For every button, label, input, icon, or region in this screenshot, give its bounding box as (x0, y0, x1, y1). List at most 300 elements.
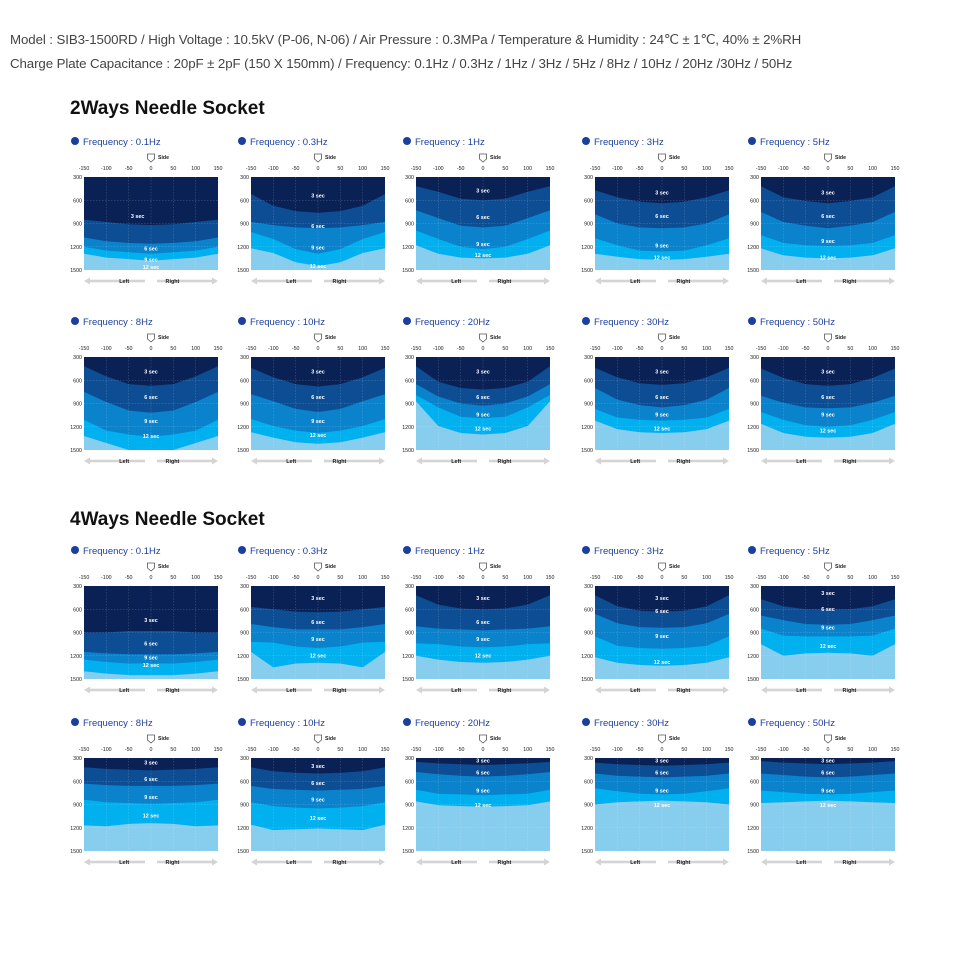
y-tick-label: 1500 (581, 849, 593, 855)
y-tick-label: 900 (73, 221, 82, 228)
x-tick-label: -150 (589, 346, 601, 352)
x-tick-label: -100 (778, 166, 789, 172)
chart-heading: Frequency : 8Hz (83, 317, 153, 328)
chart-heading: Frequency : 3Hz (594, 137, 664, 148)
x-tick-label: 0 (149, 346, 153, 352)
side-label: Side (835, 564, 846, 570)
y-tick-label: 900 (405, 401, 414, 408)
side-marker-icon (148, 563, 155, 571)
side-marker-icon (480, 334, 487, 342)
x-tick-label: 150 (545, 747, 555, 753)
x-tick-label: 100 (523, 747, 533, 753)
left-arrow-icon (88, 460, 145, 463)
y-tick-label: 1500 (402, 448, 414, 454)
series-label-6-sec: 6 sec (311, 224, 325, 231)
x-tick-label: 100 (191, 747, 201, 753)
left-arrow-icon (255, 861, 312, 864)
series-label-9-sec: 9 sec (655, 243, 669, 250)
side-label: Side (325, 155, 336, 161)
x-tick-label: -150 (755, 346, 767, 352)
series-label-12-sec: 12 sec (142, 433, 160, 440)
y-tick-label: 300 (405, 175, 414, 181)
heading-dot-icon (403, 546, 411, 554)
x-tick-label: -150 (78, 747, 90, 753)
chart-panel-s1-8 (579, 715, 744, 875)
y-tick-label: 600 (240, 198, 249, 205)
y-tick-label: 1500 (237, 677, 249, 683)
x-tick-label: 150 (724, 346, 734, 352)
y-tick-label: 300 (405, 355, 414, 361)
x-label-right: Right (676, 860, 691, 866)
chart-heading: Frequency : 0.1Hz (83, 137, 161, 148)
x-tick-label: 0 (149, 747, 153, 753)
y-tick-label: 1200 (237, 244, 249, 251)
heading-dot-icon (403, 718, 411, 726)
y-tick-label: 300 (73, 175, 82, 181)
heading-dot-icon (71, 137, 79, 145)
x-tick-label: 50 (681, 346, 688, 352)
series-label-9-sec: 9 sec (144, 794, 158, 801)
y-tick-label: 600 (584, 378, 593, 385)
x-tick-label: 100 (523, 166, 533, 172)
y-tick-label: 900 (750, 630, 759, 637)
series-label-3-sec: 3 sec (655, 758, 669, 765)
series-label-9-sec: 9 sec (655, 788, 669, 795)
x-tick-label: 50 (847, 747, 854, 753)
side-marker-icon (825, 334, 832, 342)
y-tick-label: 900 (73, 630, 82, 637)
series-label-12-sec: 12 sec (653, 660, 671, 667)
x-label-left: Left (796, 459, 807, 465)
heading-dot-icon (748, 718, 756, 726)
x-tick-label: -150 (755, 575, 767, 581)
x-label-left: Left (796, 279, 807, 285)
heading-dot-icon (403, 317, 411, 325)
x-tick-label: 0 (316, 346, 320, 352)
x-tick-label: 100 (358, 575, 368, 581)
x-tick-label: 50 (502, 747, 509, 753)
x-tick-label: -150 (410, 575, 422, 581)
x-tick-label: 50 (170, 575, 177, 581)
side-label: Side (325, 736, 336, 742)
x-label-right: Right (497, 279, 512, 285)
y-tick-label: 600 (584, 779, 593, 786)
y-tick-label: 1200 (747, 424, 759, 431)
x-tick-label: 0 (660, 166, 664, 172)
heading-dot-icon (238, 317, 246, 325)
x-label-left: Left (119, 860, 130, 866)
left-arrow-head-icon (251, 278, 257, 285)
x-tick-label: -50 (456, 166, 465, 172)
x-label-left: Left (451, 688, 462, 694)
side-label: Side (490, 155, 501, 161)
y-tick-label: 300 (750, 584, 759, 590)
x-label-left: Left (630, 688, 641, 694)
x-label-left: Left (119, 688, 130, 694)
y-tick-label: 1500 (747, 849, 759, 855)
side-marker-icon (315, 735, 322, 743)
left-arrow-icon (765, 460, 822, 463)
x-label-left: Left (286, 459, 297, 465)
y-tick-label: 1500 (237, 448, 249, 454)
x-tick-label: 100 (358, 166, 368, 172)
y-tick-label: 1200 (402, 244, 414, 251)
x-tick-label: -150 (78, 346, 90, 352)
right-arrow-head-icon (379, 687, 385, 694)
side-label: Side (325, 335, 336, 341)
left-arrow-head-icon (416, 859, 422, 866)
series-label-6-sec: 6 sec (821, 394, 835, 401)
x-tick-label: -100 (433, 346, 444, 352)
left-arrow-head-icon (251, 458, 257, 465)
side-label: Side (490, 736, 501, 742)
series-label-12-sec: 12 sec (653, 255, 671, 262)
chart-heading: Frequency : 1Hz (415, 137, 485, 148)
side-label: Side (158, 335, 169, 341)
side-marker-icon (315, 563, 322, 571)
heading-dot-icon (748, 546, 756, 554)
x-tick-label: 150 (890, 747, 900, 753)
y-tick-label: 600 (240, 378, 249, 385)
series-label-3-sec: 3 sec (144, 369, 158, 376)
chart-panel-s0-5 (68, 314, 233, 474)
series-label-3-sec: 3 sec (476, 595, 490, 602)
right-arrow-head-icon (889, 458, 895, 465)
x-tick-label: 50 (681, 166, 688, 172)
series-label-6-sec: 6 sec (476, 394, 490, 401)
x-tick-label: -150 (245, 747, 257, 753)
left-arrow-icon (88, 280, 145, 283)
side-marker-icon (480, 563, 487, 571)
x-tick-label: 150 (213, 747, 223, 753)
y-tick-label: 300 (584, 355, 593, 361)
series-label-12-sec: 12 sec (474, 653, 492, 660)
y-tick-label: 900 (405, 802, 414, 809)
left-arrow-icon (88, 861, 145, 864)
series-label-6-sec: 6 sec (144, 394, 158, 401)
series-label-12-sec: 12 sec (474, 252, 492, 259)
heading-dot-icon (71, 317, 79, 325)
x-tick-label: 0 (316, 166, 320, 172)
x-tick-label: -100 (433, 166, 444, 172)
y-tick-label: 1200 (70, 424, 82, 431)
y-tick-label: 1500 (70, 448, 82, 454)
x-label-left: Left (286, 279, 297, 285)
y-tick-label: 300 (73, 584, 82, 590)
y-tick-label: 1500 (581, 677, 593, 683)
y-tick-label: 600 (750, 198, 759, 205)
x-label-left: Left (286, 860, 297, 866)
y-tick-label: 600 (73, 198, 82, 205)
right-arrow-head-icon (889, 859, 895, 866)
left-arrow-head-icon (595, 687, 601, 694)
right-arrow-head-icon (544, 458, 550, 465)
series-label-12-sec: 12 sec (474, 803, 492, 810)
x-label-right: Right (842, 688, 857, 694)
x-tick-label: -150 (410, 166, 422, 172)
x-tick-label: -100 (778, 575, 789, 581)
right-arrow-head-icon (379, 458, 385, 465)
y-tick-label: 600 (405, 378, 414, 385)
y-tick-label: 600 (73, 607, 82, 614)
x-tick-label: 0 (826, 346, 830, 352)
series-label-9-sec: 9 sec (144, 257, 158, 264)
y-tick-label: 300 (584, 175, 593, 181)
series-label-6-sec: 6 sec (476, 214, 490, 221)
x-tick-label: 0 (660, 575, 664, 581)
x-tick-label: -100 (612, 747, 623, 753)
series-label-6-sec: 6 sec (655, 608, 669, 615)
x-label-right: Right (842, 860, 857, 866)
series-label-12-sec: 12 sec (309, 653, 327, 660)
chart-panel-s0-7 (400, 314, 565, 474)
y-tick-label: 1200 (581, 825, 593, 832)
y-tick-label: 300 (240, 175, 249, 181)
series-label-9-sec: 9 sec (821, 625, 835, 632)
right-arrow-head-icon (212, 458, 218, 465)
x-label-left: Left (630, 459, 641, 465)
x-tick-label: 50 (681, 575, 688, 581)
left-arrow-head-icon (84, 458, 90, 465)
series-label-6-sec: 6 sec (476, 620, 490, 627)
x-tick-label: -100 (268, 575, 279, 581)
x-tick-label: 50 (681, 747, 688, 753)
right-arrow-head-icon (379, 859, 385, 866)
left-arrow-head-icon (761, 458, 767, 465)
series-label-3-sec: 3 sec (476, 369, 490, 376)
series-label-9-sec: 9 sec (311, 797, 325, 804)
right-arrow-head-icon (544, 278, 550, 285)
series-label-3-sec: 3 sec (311, 193, 325, 200)
x-tick-label: 150 (724, 166, 734, 172)
side-marker-icon (659, 563, 666, 571)
series-label-6-sec: 6 sec (655, 770, 669, 777)
series-label-9-sec: 9 sec (655, 634, 669, 641)
x-tick-label: 150 (890, 166, 900, 172)
chart-panel-s1-0 (68, 543, 233, 703)
section-title-4ways: 4Ways Needle Socket (70, 509, 265, 530)
x-tick-label: -50 (801, 166, 810, 172)
x-tick-label: 0 (481, 747, 485, 753)
x-tick-label: 150 (213, 166, 223, 172)
y-tick-label: 600 (405, 779, 414, 786)
y-tick-label: 1200 (237, 424, 249, 431)
chart-panel-s1-4 (745, 543, 910, 703)
series-label-6-sec: 6 sec (144, 641, 158, 648)
x-label-left: Left (630, 860, 641, 866)
x-tick-label: -50 (801, 747, 810, 753)
series-label-6-sec: 6 sec (821, 607, 835, 614)
x-tick-label: 0 (481, 346, 485, 352)
left-arrow-head-icon (595, 458, 601, 465)
chart-heading: Frequency : 10Hz (250, 718, 325, 729)
chart-panel-s0-3 (579, 134, 744, 294)
x-tick-label: 50 (337, 166, 344, 172)
x-tick-label: 50 (337, 575, 344, 581)
chart-panel-s0-1 (235, 134, 400, 294)
y-tick-label: 900 (584, 630, 593, 637)
x-tick-label: 0 (660, 747, 664, 753)
x-tick-label: 150 (380, 575, 390, 581)
side-label: Side (835, 335, 846, 341)
side-label: Side (158, 155, 169, 161)
x-tick-label: 0 (481, 575, 485, 581)
x-tick-label: 100 (702, 346, 712, 352)
y-tick-label: 900 (73, 401, 82, 408)
heading-dot-icon (238, 137, 246, 145)
x-tick-label: 0 (660, 346, 664, 352)
y-tick-label: 900 (240, 221, 249, 228)
series-label-12-sec: 12 sec (309, 432, 327, 439)
chart-heading: Frequency : 50Hz (760, 317, 835, 328)
chart-heading: Frequency : 8Hz (83, 718, 153, 729)
y-tick-label: 1500 (747, 448, 759, 454)
x-tick-label: -50 (635, 575, 644, 581)
x-tick-label: -150 (589, 166, 601, 172)
heading-dot-icon (582, 317, 590, 325)
x-tick-label: -150 (245, 575, 257, 581)
x-label-right: Right (497, 459, 512, 465)
y-tick-label: 600 (584, 607, 593, 614)
x-tick-label: 0 (316, 575, 320, 581)
x-tick-label: -50 (456, 346, 465, 352)
y-tick-label: 600 (750, 779, 759, 786)
series-label-6-sec: 6 sec (476, 770, 490, 777)
heading-dot-icon (238, 718, 246, 726)
series-label-3-sec: 3 sec (821, 591, 835, 598)
left-arrow-icon (420, 460, 477, 463)
chart-panel-s0-6 (235, 314, 400, 474)
y-tick-label: 300 (405, 756, 414, 762)
chart-heading: Frequency : 30Hz (594, 718, 669, 729)
series-label-12-sec: 12 sec (819, 428, 837, 435)
side-marker-icon (148, 735, 155, 743)
y-tick-label: 600 (405, 607, 414, 614)
y-tick-label: 1500 (747, 677, 759, 683)
x-label-right: Right (165, 459, 180, 465)
left-arrow-head-icon (416, 687, 422, 694)
side-marker-icon (315, 154, 322, 162)
x-tick-label: -50 (801, 575, 810, 581)
x-tick-label: -100 (612, 346, 623, 352)
x-tick-label: 50 (847, 575, 854, 581)
x-tick-label: -150 (245, 346, 257, 352)
y-tick-label: 300 (584, 756, 593, 762)
x-tick-label: -150 (78, 166, 90, 172)
left-arrow-icon (420, 689, 477, 692)
x-tick-label: 150 (213, 346, 223, 352)
x-label-left: Left (796, 860, 807, 866)
x-label-right: Right (332, 688, 347, 694)
x-tick-label: 50 (170, 346, 177, 352)
y-tick-label: 900 (750, 401, 759, 408)
x-tick-label: 100 (702, 747, 712, 753)
x-tick-label: -150 (589, 747, 601, 753)
x-tick-label: 0 (826, 575, 830, 581)
x-label-right: Right (165, 860, 180, 866)
x-tick-label: 100 (523, 346, 533, 352)
y-tick-label: 300 (240, 355, 249, 361)
series-label-12-sec: 12 sec (653, 803, 671, 810)
spec-line-1: Model : SIB3-1500RD / High Voltage : 10.5kV (P-06, N-06) / Air Pressure : 0.3MPa / Temperature & Humidity : 24℃ ± 1℃, 40% ± 2%RH (10, 32, 802, 47)
series-label-6-sec: 6 sec (655, 394, 669, 401)
x-tick-label: -50 (124, 747, 133, 753)
x-tick-label: -100 (101, 575, 112, 581)
y-tick-label: 1500 (70, 677, 82, 683)
chart-panel-s1-5 (68, 715, 233, 875)
y-tick-label: 900 (405, 630, 414, 637)
y-tick-label: 1200 (747, 653, 759, 660)
left-arrow-icon (420, 280, 477, 283)
y-tick-label: 300 (73, 756, 82, 762)
heading-dot-icon (403, 137, 411, 145)
y-tick-label: 1200 (237, 825, 249, 832)
x-tick-label: 100 (358, 346, 368, 352)
x-tick-label: 150 (724, 575, 734, 581)
chart-panel-s1-7 (400, 715, 565, 875)
y-tick-label: 600 (405, 198, 414, 205)
x-tick-label: 150 (890, 346, 900, 352)
series-label-9-sec: 9 sec (655, 412, 669, 419)
right-arrow-head-icon (723, 859, 729, 866)
x-label-left: Left (630, 279, 641, 285)
x-tick-label: -100 (268, 346, 279, 352)
right-arrow-head-icon (723, 687, 729, 694)
side-label: Side (669, 155, 680, 161)
series-label-6-sec: 6 sec (311, 780, 325, 787)
series-label-3-sec: 3 sec (655, 190, 669, 197)
chart-panel-s0-2 (400, 134, 565, 294)
y-tick-label: 1500 (581, 448, 593, 454)
chart-heading: Frequency : 20Hz (415, 317, 490, 328)
left-arrow-head-icon (84, 687, 90, 694)
right-arrow-head-icon (889, 687, 895, 694)
y-tick-label: 1500 (70, 268, 82, 274)
left-arrow-head-icon (416, 458, 422, 465)
x-tick-label: -100 (433, 575, 444, 581)
x-tick-label: 150 (380, 346, 390, 352)
x-tick-label: 150 (545, 346, 555, 352)
x-tick-label: -150 (755, 747, 767, 753)
heading-dot-icon (582, 137, 590, 145)
x-tick-label: 0 (481, 166, 485, 172)
x-tick-label: 100 (702, 166, 712, 172)
x-tick-label: 150 (380, 747, 390, 753)
series-label-12-sec: 12 sec (819, 803, 837, 810)
side-label: Side (490, 335, 501, 341)
left-arrow-head-icon (595, 278, 601, 285)
x-label-right: Right (332, 279, 347, 285)
y-tick-label: 1500 (237, 849, 249, 855)
left-arrow-icon (765, 861, 822, 864)
x-tick-label: 0 (316, 747, 320, 753)
right-arrow-head-icon (379, 278, 385, 285)
heading-dot-icon (238, 546, 246, 554)
series-label-12-sec: 12 sec (142, 813, 160, 820)
series-label-6-sec: 6 sec (655, 213, 669, 220)
y-tick-label: 1500 (402, 268, 414, 274)
left-arrow-head-icon (84, 859, 90, 866)
x-label-left: Left (286, 688, 297, 694)
x-tick-label: 100 (191, 166, 201, 172)
side-marker-icon (825, 154, 832, 162)
y-tick-label: 1200 (747, 244, 759, 251)
x-tick-label: 100 (702, 575, 712, 581)
left-arrow-icon (765, 689, 822, 692)
x-tick-label: 50 (847, 346, 854, 352)
chart-heading: Frequency : 1Hz (415, 546, 485, 557)
x-tick-label: 50 (170, 166, 177, 172)
